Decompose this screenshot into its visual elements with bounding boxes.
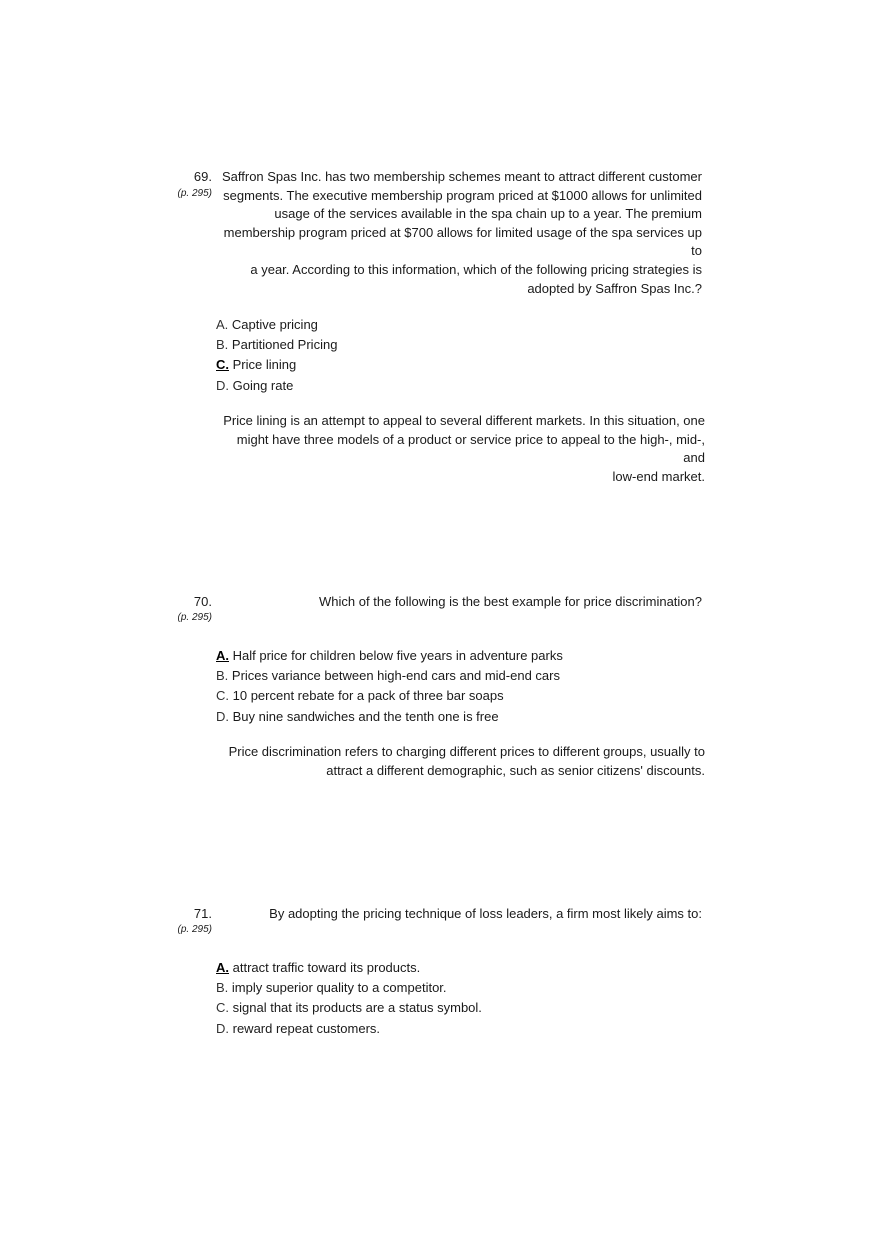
answer-explanation: [216, 743, 705, 780]
option-letter: D.: [216, 708, 229, 724]
answer-option-c[interactable]: [216, 686, 696, 706]
question-stem: [216, 905, 702, 924]
stem-line: usage of the services available in the spa chain up to a year. The premium: [274, 206, 702, 222]
stem-line: Which of the following is the best example for price discrimination?: [319, 594, 702, 609]
answer-option-a[interactable]: [216, 646, 696, 666]
question-stem: [216, 168, 702, 298]
option-letter: A.: [216, 317, 229, 332]
stem-line: By adopting the pricing technique of loss leaders, a firm most likely aims to:: [269, 906, 702, 921]
option-text: attract traffic toward its products.: [232, 960, 421, 975]
explanation-line: low-end market.: [612, 468, 705, 484]
answer-option-b[interactable]: [216, 666, 696, 686]
stem-line: Saffron Spas Inc. has two membership schemes meant to attract different customer: [221, 169, 702, 184]
stem-line: segments. The executive membership program priced at $1000 allows for unlimited: [223, 187, 702, 203]
page-reference: (p. 295): [177, 612, 212, 623]
explanation-line: attract a different demographic, such as senior citizens' discounts.: [326, 762, 705, 778]
question-number: 71.: [193, 906, 212, 921]
option-text: Going rate: [232, 377, 294, 393]
answer-option-b[interactable]: [216, 335, 696, 355]
option-text: Captive pricing: [231, 317, 318, 332]
answer-options: [216, 315, 696, 396]
option-text: Partitioned Pricing: [231, 337, 338, 353]
stem-line: a year. According to this information, which of the following pricing strategies is: [250, 261, 702, 277]
option-text: 10 percent rebate for a pack of three bar soaps: [232, 688, 504, 704]
option-letter: D.: [216, 1020, 229, 1036]
option-text: signal that its products are a status symbol.: [232, 1000, 482, 1016]
option-text: Buy nine sandwiches and the tenth one is free: [232, 708, 499, 724]
page-reference: (p. 295): [177, 188, 212, 199]
correct-option-letter: A.: [216, 960, 229, 975]
question-number: 69.: [193, 169, 212, 184]
explanation-line: might have three models of a product or service price to appeal to the high-, mid-, and: [236, 431, 705, 466]
option-letter: C.: [216, 1000, 229, 1016]
answer-options: [216, 646, 696, 727]
question-stem: [216, 593, 702, 612]
option-letter: C.: [216, 688, 229, 704]
option-text: Prices variance between high-end cars and mid-end cars: [231, 668, 560, 684]
answer-options: [216, 958, 696, 1039]
answer-option-a[interactable]: [216, 315, 696, 335]
stem-line: membership program priced at $700 allows for limited usage of the spa services up to: [223, 224, 702, 259]
answer-option-d[interactable]: [216, 376, 696, 396]
page-reference: (p. 295): [177, 924, 212, 935]
answer-explanation: [216, 412, 705, 486]
answer-option-c[interactable]: [216, 355, 696, 375]
answer-option-d[interactable]: [216, 1019, 696, 1039]
option-text: Price lining: [232, 357, 297, 373]
option-text: Half price for children below five years in adventure parks: [232, 648, 563, 663]
explanation-line: Price lining is an attempt to appeal to several different markets. In this situation, one: [223, 413, 705, 428]
option-letter: B.: [216, 980, 229, 996]
answer-option-d[interactable]: [216, 707, 696, 727]
question-number: 70.: [193, 594, 212, 609]
option-letter: B.: [216, 668, 229, 684]
answer-option-b[interactable]: [216, 978, 696, 998]
correct-option-letter: C.: [216, 357, 229, 373]
answer-option-a[interactable]: [216, 958, 696, 978]
stem-line: adopted by Saffron Spas Inc.?: [527, 280, 702, 296]
option-text: reward repeat customers.: [232, 1020, 381, 1036]
option-letter: B.: [216, 337, 229, 353]
option-text: imply superior quality to a competitor.: [231, 980, 447, 996]
correct-option-letter: A.: [216, 648, 229, 663]
option-letter: D.: [216, 377, 229, 393]
answer-option-c[interactable]: [216, 998, 696, 1018]
explanation-line: Price discrimination refers to charging different prices to different groups, usually to: [228, 744, 705, 759]
